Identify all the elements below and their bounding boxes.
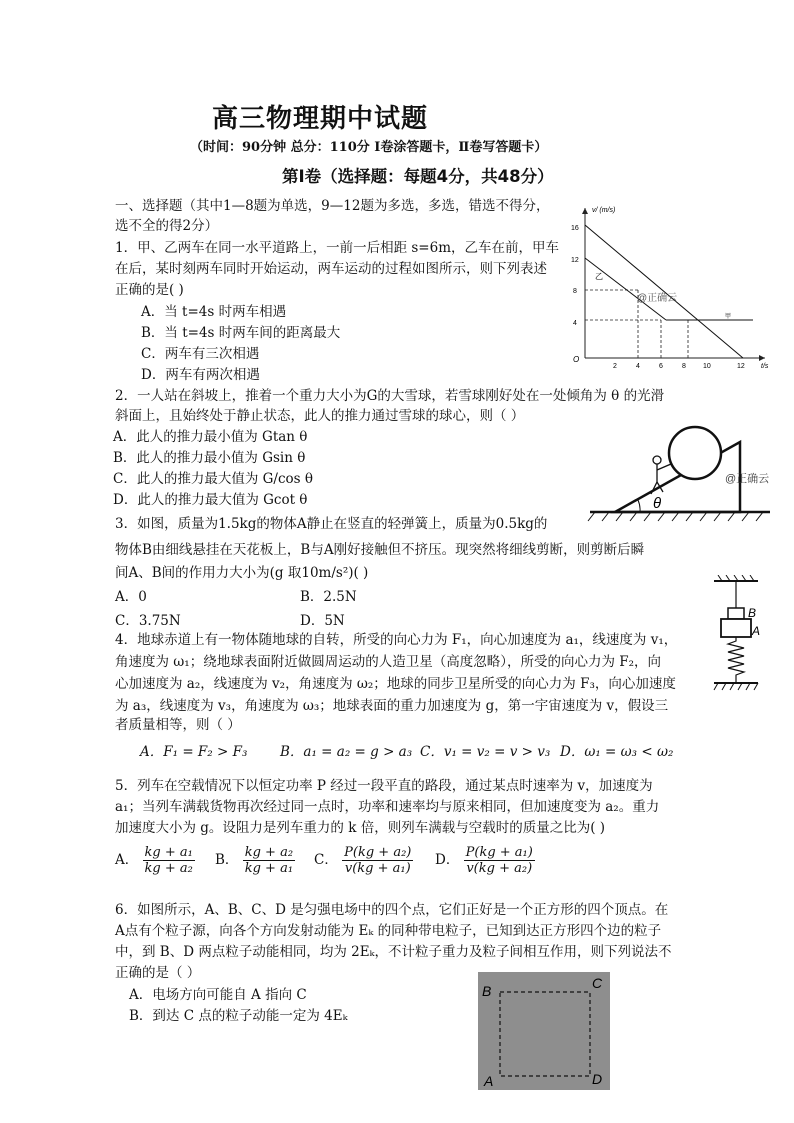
q6-option-b: B．到达 C 点的粒子动能一定为 4Eₖ [129, 1008, 348, 1024]
y-tick: 16 [571, 225, 579, 232]
q2-option-c: C．此人的推力最大值为 G/cos θ [113, 471, 313, 487]
q2-line: 斜面上，且始终处于静止状态，此人的推力通过雪球的球心，则（ ） [115, 408, 525, 424]
section-heading: 第Ⅰ卷（选择题：每题4分，共48分） [282, 167, 554, 186]
q3-option-b: B．2.5N [300, 589, 357, 605]
q1-option-b: B．当 t=4s 时两车间的距离最大 [141, 325, 341, 341]
q6-square-figure [478, 972, 610, 1090]
q4-line: 心加速度为 a₂，线速度为 v₂，角速度为 ω₂；地球的同步卫星所受的向心力为 F₃，向心加速度 [115, 676, 676, 692]
q4-option-b: B．a₁ = a₂ = g > a₃ [280, 744, 413, 760]
q4-line: 4．地球赤道上有一物体随地球的自转，所受的向心力为 F₁，向心加速度为 a₁，线速度为 v₁， [115, 632, 678, 648]
q3-line: 3．如图，质量为1.5kg的物体A静止在竖直的轻弹簧上，质量为0.5kg的 [115, 516, 548, 532]
q6-line: A点有个粒子源，向各个方向发射动能为 Eₖ 的同种带电粒子，已知到达正方形四个边的粒子 [115, 923, 662, 939]
y-tick: 4 [573, 320, 577, 327]
q4-line: 者质量相等，则（ ） [115, 717, 241, 733]
x-tick: 2 [613, 363, 617, 370]
y-tick: 8 [573, 288, 577, 295]
q1-option-a: A．当 t=4s 时两车相遇 [141, 304, 287, 320]
vertex-c: C [592, 975, 603, 991]
instructions-line-2: 选不全的得2分） [115, 218, 219, 234]
block-b [728, 608, 744, 619]
instructions-line-1: 一、选择题（其中1—8题为单选，9—12题为多选，多选，错选不得分， [115, 198, 550, 214]
q2-option-d: D．此人的推力最大值为 Gcot θ [113, 492, 308, 508]
q2-option-a: A．此人的推力最小值为 Gtan θ [113, 429, 308, 445]
x-tick: 8 [682, 363, 686, 370]
q4-option-c: C．v₁ = v₂ = v > v₃ [420, 744, 551, 760]
page-title: 高三物理期中试题 [212, 104, 429, 134]
x-tick: 6 [659, 363, 663, 370]
q3-option-c: C．3.75N [115, 613, 181, 629]
q5-line: a₁；当列车满载货物再次经过同一点时，功率和速率均与原来相同，但加速度变为 a₂。重力 [115, 799, 660, 815]
q6-line: 6．如图所示，A、B、C、D 是匀强电场中的四个点，它们正好是一个正方形的四个顶点。在 [115, 902, 669, 918]
snowball [669, 427, 721, 479]
vertex-d: D [592, 1071, 603, 1087]
q3-spring-figure [708, 575, 768, 697]
q5-line: 加速度大小为 g。设阻力是列车重力的 k 倍，则列车满载与空载时的质量之比为( ) [115, 820, 606, 836]
fraction: $\frac{\text{P(kg + a₁)}}{\text{v(kg + a₂)}}$ [465, 845, 533, 876]
watermark: @正确云 [725, 473, 770, 485]
fraction: $\frac{\text{P(kg + a₂)}}{\text{v(kg + a₁)}}$ [344, 845, 412, 876]
x-axis-label: t/s [761, 363, 769, 370]
x-tick: 10 [703, 363, 711, 370]
q3-line: 间A、B间的作用力大小为(g 取10m/s²)( ) [115, 565, 369, 581]
series-jia-label: 甲 [725, 314, 732, 320]
block-a [721, 619, 751, 637]
q6-option-a: A．电场方向可能自 A 指向 C [129, 987, 307, 1003]
fraction: $\frac{\text{kg + a₁}}{\text{kg + a₂}}$ [144, 845, 193, 876]
q1-line: 在后，某时刻两车同时开始运动，两车运动的过程如图所示，则下列表述 [115, 261, 547, 277]
q3-line: 物体B由细线悬挂在天花板上，B与A刚好接触但不挤压。现突然将细线剪断，则剪断后瞬 [115, 542, 645, 558]
q5-option-c: C． $\frac{\text{P(kg + a₂)}}{\text{v(kg + a₁)}}$ [314, 845, 412, 876]
y-axis-label: v/ (m/s) [592, 207, 616, 214]
origin-label: O [573, 355, 580, 364]
exam-subtitle: （时间：90分钟 总分：110分 Ⅰ卷涂答题卡，Ⅱ卷写答题卡） [190, 140, 548, 155]
q2-incline-figure [585, 420, 775, 525]
q3-option-d: D．5N [300, 613, 345, 629]
spring [728, 637, 744, 683]
q5-option-d: D． $\frac{\text{P(kg + a₁)}}{\text{v(kg + a₂)}}$ [435, 845, 533, 876]
x-tick: 12 [737, 363, 745, 370]
y-tick: 12 [571, 257, 579, 264]
q3-option-a: A．0 [115, 589, 147, 605]
series-yi-line [585, 225, 743, 358]
label-a: A [752, 624, 761, 638]
vertex-b: B [482, 983, 492, 999]
q4-line: 角速度为 ω₁；绕地球表面附近做圆周运动的人造卫星（高度忽略），所受的向心力为 F₂，向 [115, 654, 662, 670]
q5-option-b: B． $\frac{\text{kg + a₂}}{\text{kg + a₁}}$ [215, 845, 294, 876]
q5-line: 5．列车在空载情况下以恒定功率 P 经过一段平直的路段，通过某点时速率为 v，加速度为 [115, 778, 653, 794]
q2-option-b: B．此人的推力最小值为 Gsin θ [113, 450, 306, 466]
q4-line: 为 a₃，线速度为 v₃，角速度为 ω₃；地球表面的重力加速度为 g，第一宇宙速度为 v，假设三 [115, 698, 669, 714]
series-yi-label: 乙 [595, 272, 603, 281]
x-tick: 4 [636, 363, 640, 370]
q1-line: 1．甲、乙两车在同一水平道路上，一前一后相距 s=6m，乙车在前，甲车 [115, 240, 560, 256]
person-icon [651, 456, 671, 494]
q1-line: 正确的是( ) [115, 282, 184, 298]
fraction: $\frac{\text{kg + a₂}}{\text{kg + a₁}}$ [244, 845, 294, 876]
series-jia-line [585, 258, 666, 320]
q6-line: 中，到 B、D 两点粒子动能相同，均为 2Eₖ，不计粒子重力及粒子间相互作用，则下列说法不 [115, 944, 672, 960]
q4-option-a: A．F₁ = F₂ > F₃ [140, 744, 248, 760]
q1-option-c: C．两车有三次相遇 [141, 346, 260, 362]
q2-line: 2．一人站在斜坡上，推着一个重力大小为G的大雪球，若雪球刚好处在一处倾角为 θ 的光滑 [115, 388, 665, 404]
q5-option-a: A． $\frac{\text{kg + a₁}}{\text{kg + a₂}}$ [115, 845, 193, 876]
vertex-a: A [484, 1073, 494, 1089]
q4-option-d: D．ω₁ = ω₃ < ω₂ [560, 744, 674, 760]
q6-line: 正确的是（ ） [115, 965, 201, 981]
q1-velocity-graph [565, 200, 775, 375]
q1-option-d: D．两车有两次相遇 [141, 367, 260, 383]
watermark: @正确云 [637, 293, 678, 304]
angle-label: θ [653, 495, 662, 512]
label-b: B [748, 606, 757, 620]
